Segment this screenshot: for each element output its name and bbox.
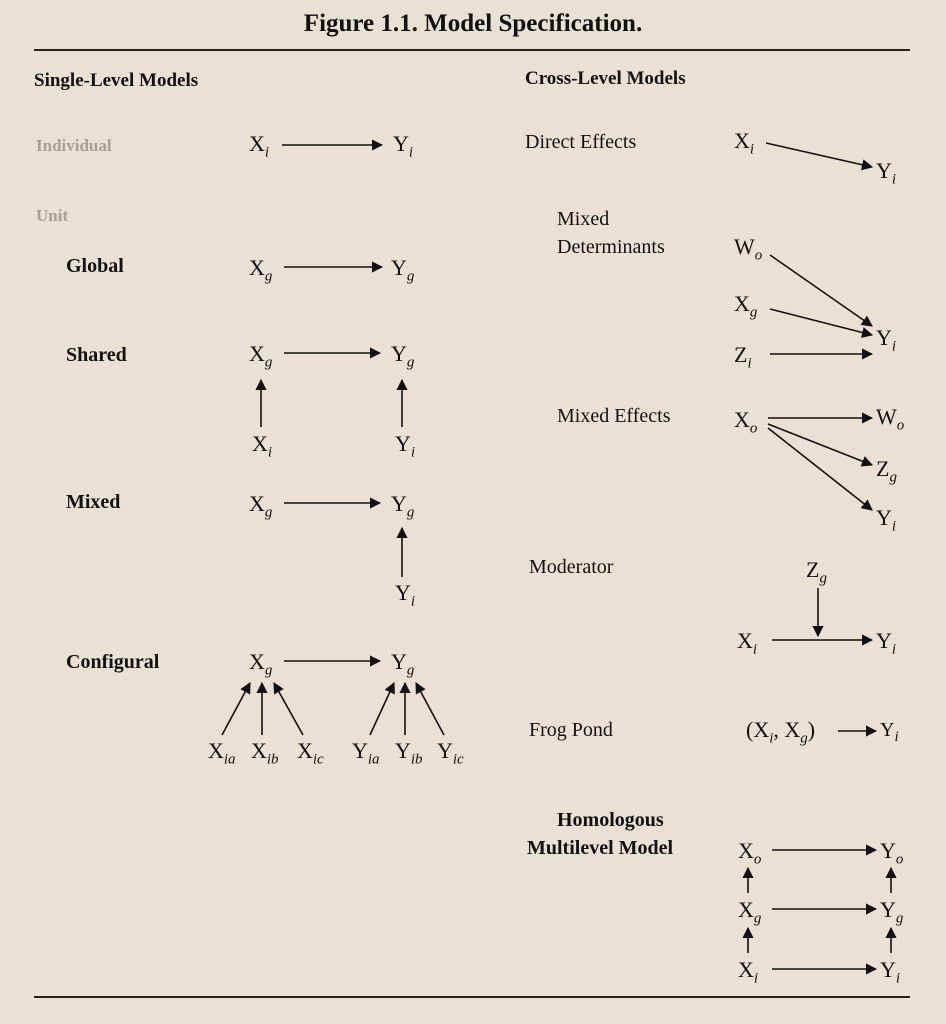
label-frog-pond: Frog Pond	[529, 719, 613, 741]
node-mixeff-y: $Y_i$	[876, 505, 897, 535]
label-mixed: Mixed	[66, 491, 121, 513]
label-moderator: Moderator	[529, 556, 614, 578]
node-shared-xg: $X_g$	[249, 341, 273, 371]
label-homologous-2: Multilevel Model	[527, 837, 674, 859]
node-mixed-yi: $Y_i$	[395, 580, 416, 610]
label-direct-effects: Direct Effects	[525, 131, 637, 153]
label-global: Global	[66, 255, 124, 277]
cross-level-header: Cross-Level Models	[525, 68, 686, 89]
node-configural-xib: $X_{ib}$	[251, 738, 279, 768]
label-mixed-determinants-1: Mixed	[557, 208, 610, 230]
node-direct-y: $Y_i$	[876, 158, 897, 188]
node-mixdet-w: $W_o$	[734, 234, 763, 264]
node-homo-yi: $Y_i$	[880, 957, 901, 987]
node-mixdet-y: $Y_i$	[876, 325, 897, 355]
node-configural-yg: $Y_g$	[391, 649, 415, 679]
node-moderator-x: $X_i$	[737, 628, 758, 658]
node-configural-xia: $X_{ia}$	[208, 738, 236, 768]
node-moderator-z: $Z_g$	[806, 557, 827, 587]
single-level-header: Single-Level Models	[34, 70, 199, 91]
arrow-config-yia	[370, 683, 394, 735]
arrow-mixdet-w	[770, 255, 872, 326]
arrow-mixeff-y	[768, 428, 872, 510]
label-mixed-effects: Mixed Effects	[557, 405, 671, 427]
node-moderator-y: $Y_i$	[876, 628, 897, 658]
node-homo-xo: $X_o$	[738, 838, 762, 868]
node-global-x: $X_g$	[249, 255, 273, 285]
node-individual-y: $Y_i$	[393, 131, 414, 161]
node-shared-xi: $X_i$	[252, 431, 273, 461]
node-mixeff-z: $Z_g$	[876, 456, 897, 486]
node-shared-yi: $Y_i$	[395, 431, 416, 461]
node-individual-x: $X_i$	[249, 131, 270, 161]
arrow-config-xic	[274, 683, 303, 735]
label-homologous-1: Homologous	[557, 809, 664, 831]
node-configural-xg: $X_g$	[249, 649, 273, 679]
node-global-y: $Y_g$	[391, 255, 415, 285]
node-configural-yib: $Y_{ib}$	[395, 738, 423, 768]
node-mixed-xg: $X_g$	[249, 491, 273, 521]
label-mixed-determinants-2: Determinants	[557, 236, 665, 258]
node-mixeff-w: $W_o$	[876, 404, 905, 434]
node-mixed-yg: $Y_g$	[391, 491, 415, 521]
figure-title: Figure 1.1. Model Specification.	[303, 10, 643, 37]
label-unit: Unit	[36, 206, 69, 225]
node-configural-yia: $Y_{ia}$	[352, 738, 380, 768]
arrow-direct	[766, 143, 872, 167]
node-configural-xic: $X_{ic}$	[297, 738, 324, 768]
node-frogpond-y: $Y_i$	[880, 719, 899, 745]
node-homo-yg: $Y_g$	[880, 897, 904, 927]
arrow-config-xia	[222, 683, 250, 735]
arrow-mixeff-z	[768, 424, 872, 465]
node-homo-yo: $Y_o$	[880, 838, 904, 868]
label-shared: Shared	[66, 344, 127, 366]
arrow-mixdet-x	[770, 309, 872, 335]
node-mixdet-z: $Z_i$	[734, 342, 752, 372]
node-homo-xi: $X_i$	[738, 957, 759, 987]
node-mixdet-x: $X_g$	[734, 291, 758, 321]
node-direct-x: $X_i$	[734, 128, 755, 158]
node-mixeff-x: $X_o$	[734, 407, 758, 437]
node-frogpond-x: ($X_i$, $X_g$)	[746, 717, 816, 747]
node-shared-yg: $Y_g$	[391, 341, 415, 371]
node-configural-yic: $Y_{ic}$	[437, 738, 464, 768]
label-configural: Configural	[66, 651, 160, 673]
node-homo-xg: $X_g$	[738, 897, 762, 927]
label-individual: Individual	[36, 136, 112, 155]
arrow-config-yic	[416, 683, 444, 735]
